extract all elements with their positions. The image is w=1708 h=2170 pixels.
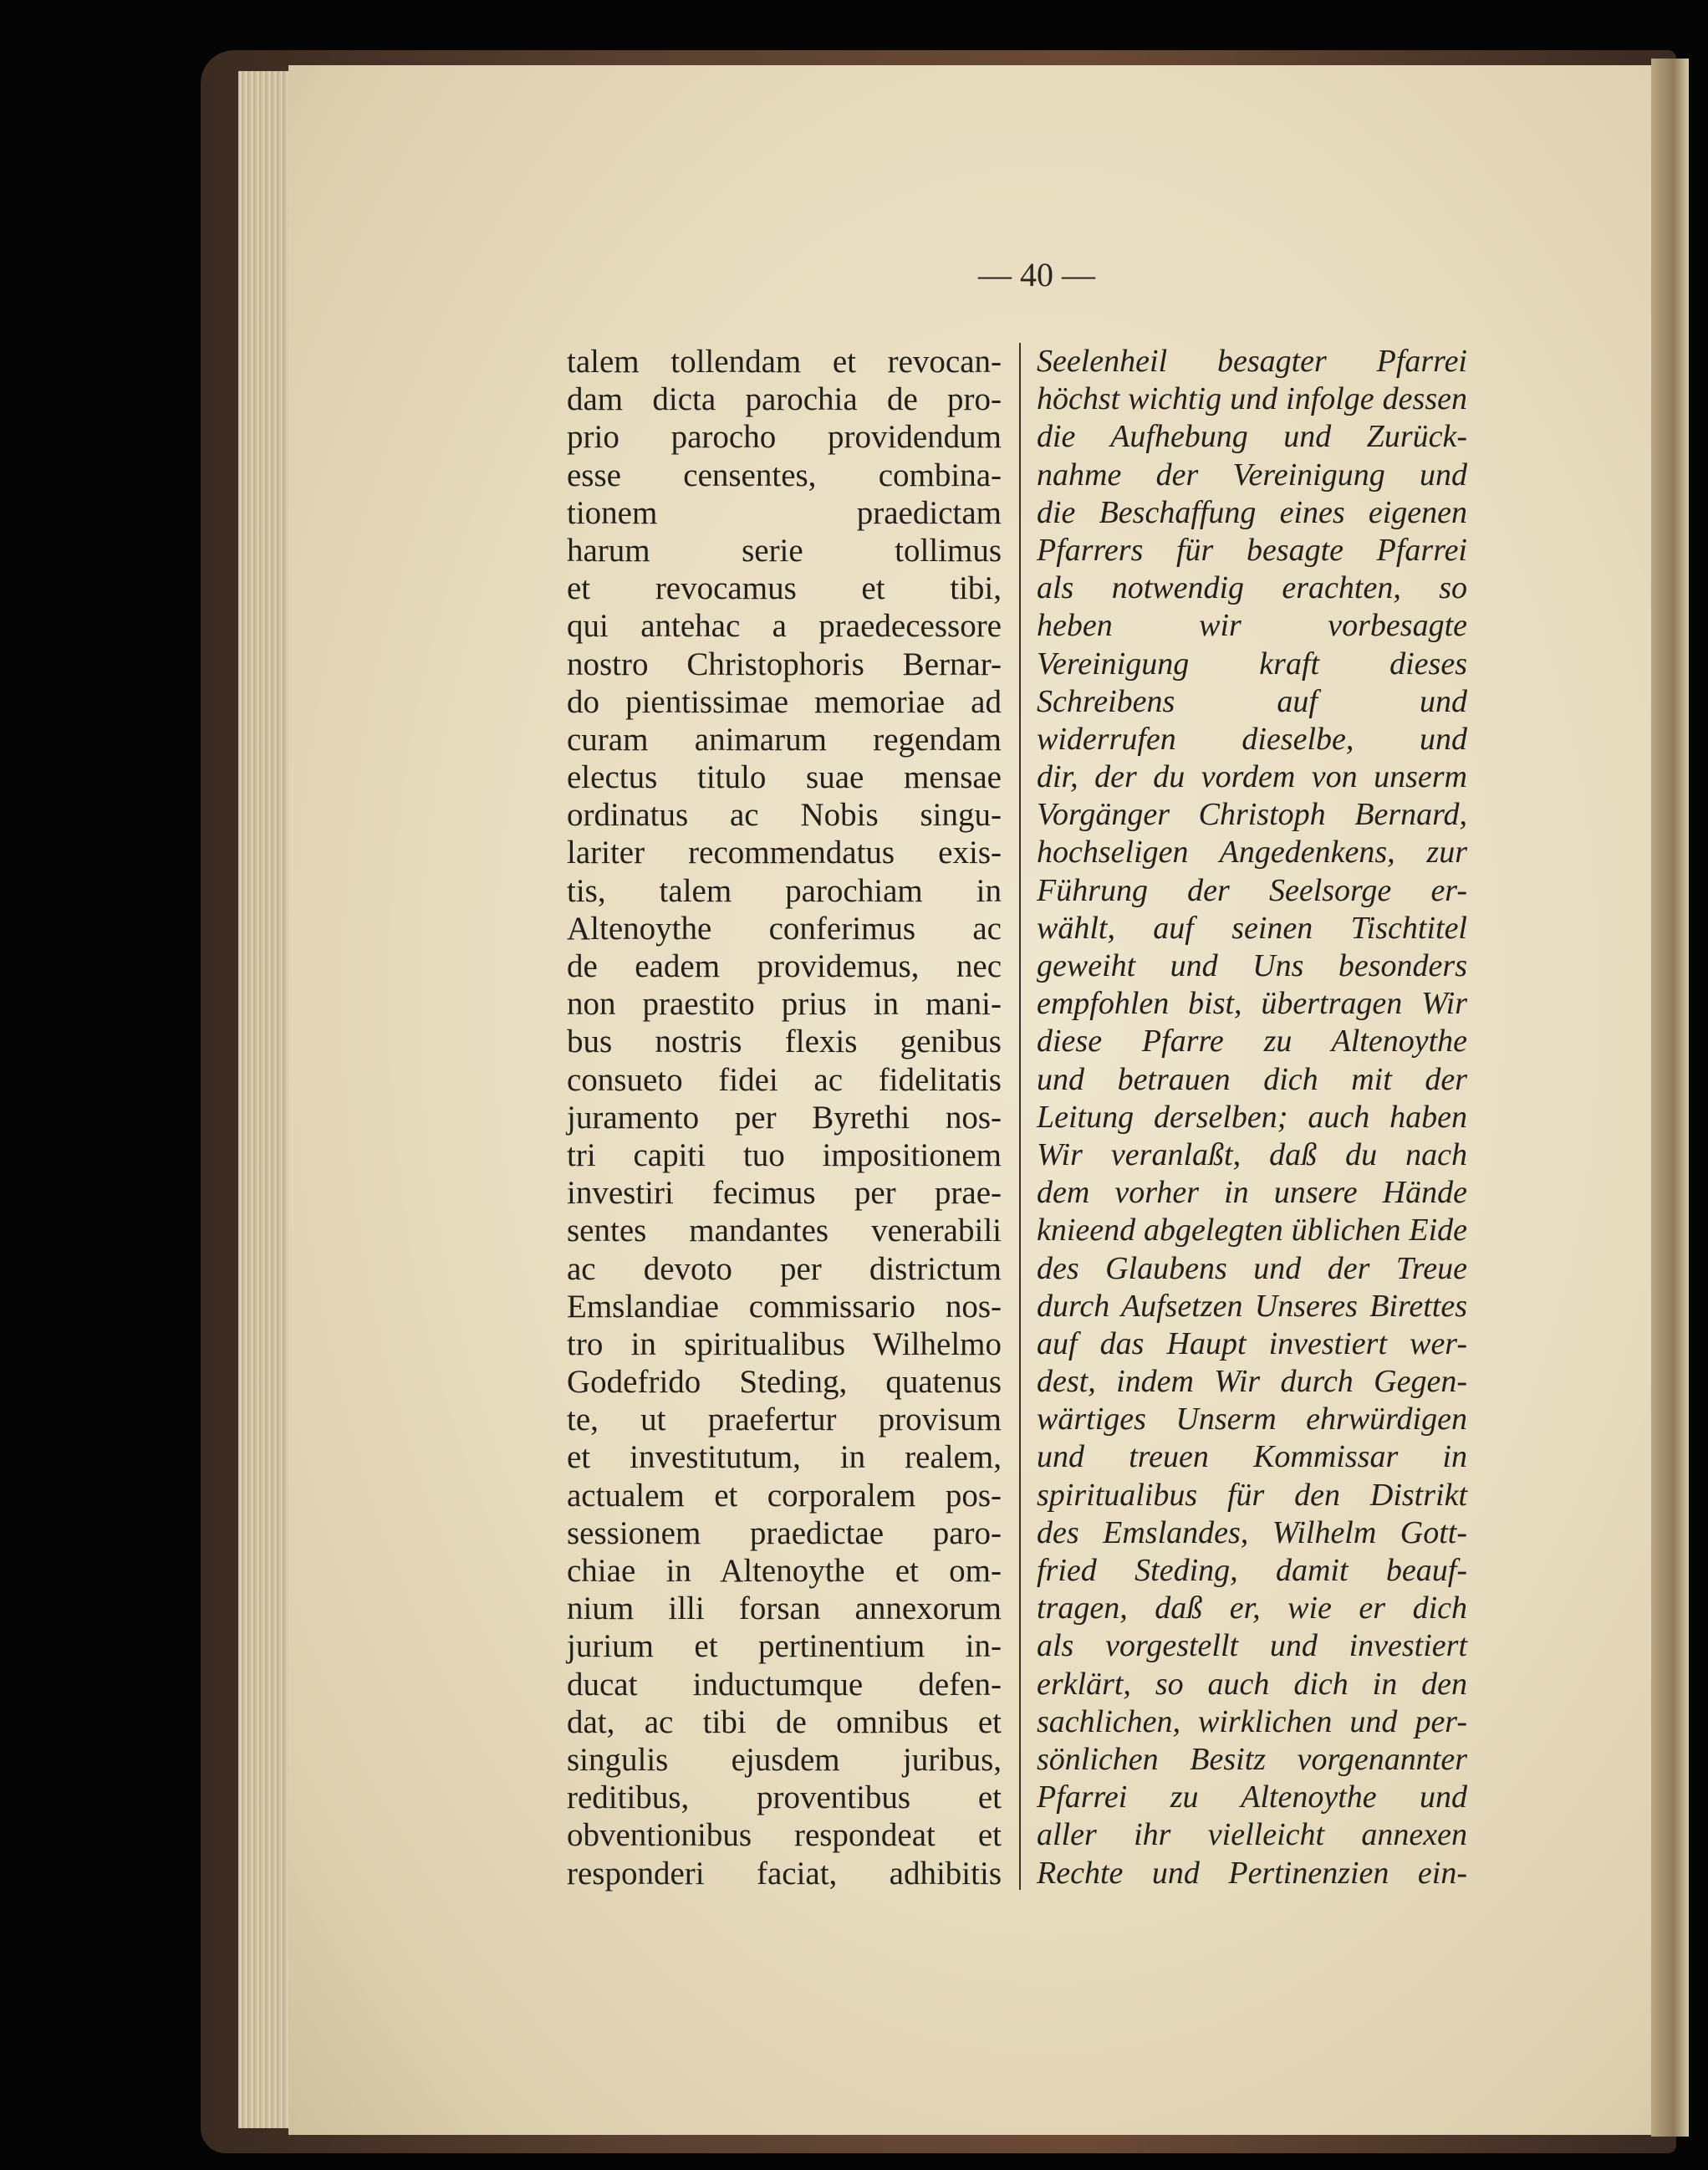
german-text-line: die Beschaffung eines eigenen xyxy=(1037,494,1467,530)
latin-text-line: reditibus, proventibus et xyxy=(567,1779,1002,1816)
german-text-line: heben wir vorbesagte xyxy=(1037,608,1467,644)
german-text-line: Vorgänger Christoph Bernard, xyxy=(1037,797,1467,833)
german-text-line: dem vorher in unsere Hände xyxy=(1037,1175,1467,1211)
german-column xyxy=(1037,343,1467,1892)
german-text-line: und betrauen dich mit der xyxy=(1037,1061,1467,1097)
german-text-line: höchst wichtig und infolge dessen xyxy=(1037,381,1467,417)
german-text-line: dir, der du vordem von unserm xyxy=(1037,759,1467,795)
latin-text-line: tro in spiritualibus Wilhelmo xyxy=(567,1325,1002,1362)
latin-text-line: talem tollendam et revocan- xyxy=(567,344,1002,380)
german-text-line: diese Pfarre zu Altenoythe xyxy=(1037,1024,1467,1059)
latin-text-line: lariter recommendatus exis- xyxy=(567,835,1002,871)
latin-text-line: te, ut praefertur provisum xyxy=(567,1402,1002,1438)
german-text-line: Wir veranlaßt, daß du nach xyxy=(1037,1136,1467,1172)
latin-text-line: dat, ac tibi de omnibus et xyxy=(567,1703,1002,1740)
latin-text-line: consueto fidei ac fidelitatis xyxy=(567,1061,1002,1098)
german-text-line: empfohlen bist, übertragen Wir xyxy=(1037,986,1467,1022)
german-text-line: Leitung derselben; auch haben xyxy=(1037,1099,1467,1135)
german-text-line: auf das Haupt investiert wer- xyxy=(1037,1325,1467,1361)
german-text-line: fried Steding, damit beauf- xyxy=(1037,1553,1467,1588)
german-text-line: die Aufhebung und Zurück- xyxy=(1037,419,1467,455)
german-text-line: Schreibens auf und xyxy=(1037,683,1467,719)
german-text-line: tragen, daß er, wie er dich xyxy=(1037,1590,1467,1626)
german-text-line: Pfarrei zu Altenoythe und xyxy=(1037,1779,1467,1815)
german-text-line: des Emslandes, Wilhelm Gott- xyxy=(1037,1514,1467,1550)
german-text-line: hochseligen Angedenkens, zur xyxy=(1037,835,1467,871)
latin-text-line: juramento per Byrethi nos- xyxy=(567,1099,1002,1136)
german-text-line: Rechte und Pertinenzien ein- xyxy=(1037,1855,1467,1891)
latin-text-line: non praestito prius in mani- xyxy=(567,986,1002,1023)
column-divider xyxy=(1019,343,1021,1890)
latin-text-line: nostro Christophoris Bernar- xyxy=(567,646,1002,682)
latin-text-line: investiri fecimus per prae- xyxy=(567,1175,1002,1212)
latin-text-line: tri capiti tuo impositionem xyxy=(567,1136,1002,1173)
german-text-line: Vereinigung kraft dieses xyxy=(1037,646,1467,682)
latin-text-line: dam dicta parochia de pro- xyxy=(567,381,1002,418)
latin-text-line: sessionem praedictae paro- xyxy=(567,1514,1002,1551)
latin-text-line: qui antehac a praedecessore xyxy=(567,608,1002,645)
latin-text-line: Emslandiae commissario nos- xyxy=(567,1288,1002,1325)
german-text-line: als vorgestellt und investiert xyxy=(1037,1628,1467,1664)
latin-text-line: chiae in Altenoythe et om- xyxy=(567,1553,1002,1589)
latin-text-line: Altenoythe conferimus ac xyxy=(567,910,1002,947)
latin-text-line: do pientissimae memoriae ad xyxy=(567,683,1002,720)
german-text-line: und treuen Kommissar in xyxy=(1037,1439,1467,1475)
german-text-line: als notwendig erachten, so xyxy=(1037,570,1467,606)
german-text-line: durch Aufsetzen Unseres Birettes xyxy=(1037,1288,1467,1324)
latin-text-line: nium illi forsan annexorum xyxy=(567,1590,1002,1627)
book-gutter xyxy=(1651,59,1689,2137)
german-text-line: des Glaubens und der Treue xyxy=(1037,1250,1467,1286)
latin-text-line: Godefrido Steding, quatenus xyxy=(567,1364,1002,1401)
latin-text-line: harum serie tollimus xyxy=(567,532,1002,569)
latin-text-line: ducat inductumque defen- xyxy=(567,1666,1002,1703)
latin-text-line: et investitutum, in realem, xyxy=(567,1439,1002,1476)
latin-text-line: bus nostris flexis genibus xyxy=(567,1024,1002,1060)
german-text-line: wählt, auf seinen Tischtitel xyxy=(1037,910,1467,946)
german-text-line: spiritualibus für den Distrikt xyxy=(1037,1477,1467,1513)
latin-text-line: responderi faciat, adhibitis xyxy=(567,1855,1002,1892)
latin-text-line: esse censentes, combina- xyxy=(567,457,1002,493)
latin-text-line: tis, talem parochiam in xyxy=(567,872,1002,909)
latin-text-line: de eadem providemus, nec xyxy=(567,948,1002,984)
latin-text-line: actualem et corporalem pos- xyxy=(567,1477,1002,1514)
german-text-line: Führung der Seelsorge er- xyxy=(1037,872,1467,908)
german-text-line: sachlichen, wirklichen und per- xyxy=(1037,1703,1467,1739)
german-text-line: widerrufen dieselbe, und xyxy=(1037,721,1467,757)
german-text-line: knieend abgelegten üblichen Eide xyxy=(1037,1213,1467,1248)
german-text-line: geweiht und Uns besonders xyxy=(1037,948,1467,983)
latin-text-line: curam animarum regendam xyxy=(567,721,1002,758)
latin-text-line: ordinatus ac Nobis singu- xyxy=(567,797,1002,834)
latin-text-line: electus titulo suae mensae xyxy=(567,759,1002,796)
latin-text-line: jurium et pertinentium in- xyxy=(567,1628,1002,1665)
latin-text-line: singulis ejusdem juribus, xyxy=(567,1741,1002,1778)
german-text-line: Seelenheil besagter Pfarrei xyxy=(1037,344,1467,379)
latin-text-line: ac devoto per districtum xyxy=(567,1250,1002,1287)
german-text-line: Pfarrers für besagte Pfarrei xyxy=(1037,532,1467,568)
latin-text-line: tionem praedictam xyxy=(567,494,1002,531)
german-text-line: aller ihr vielleicht annexen xyxy=(1037,1817,1467,1853)
latin-column xyxy=(567,343,1002,1892)
page-number: — 40 — xyxy=(978,256,1095,294)
latin-text-line: et revocamus et tibi, xyxy=(567,570,1002,607)
german-text-line: wärtiges Unserm ehrwürdigen xyxy=(1037,1402,1467,1437)
german-text-line: sönlichen Besitz vorgenannter xyxy=(1037,1741,1467,1777)
latin-text-line: prio parocho providendum xyxy=(567,419,1002,456)
german-text-line: erklärt, so auch dich in den xyxy=(1037,1666,1467,1702)
latin-text-line: obventionibus respondeat et xyxy=(567,1817,1002,1854)
german-text-line: nahme der Vereinigung und xyxy=(1037,457,1467,493)
german-text-line: dest, indem Wir durch Gegen- xyxy=(1037,1364,1467,1400)
latin-text-line: sentes mandantes venerabili xyxy=(567,1213,1002,1249)
